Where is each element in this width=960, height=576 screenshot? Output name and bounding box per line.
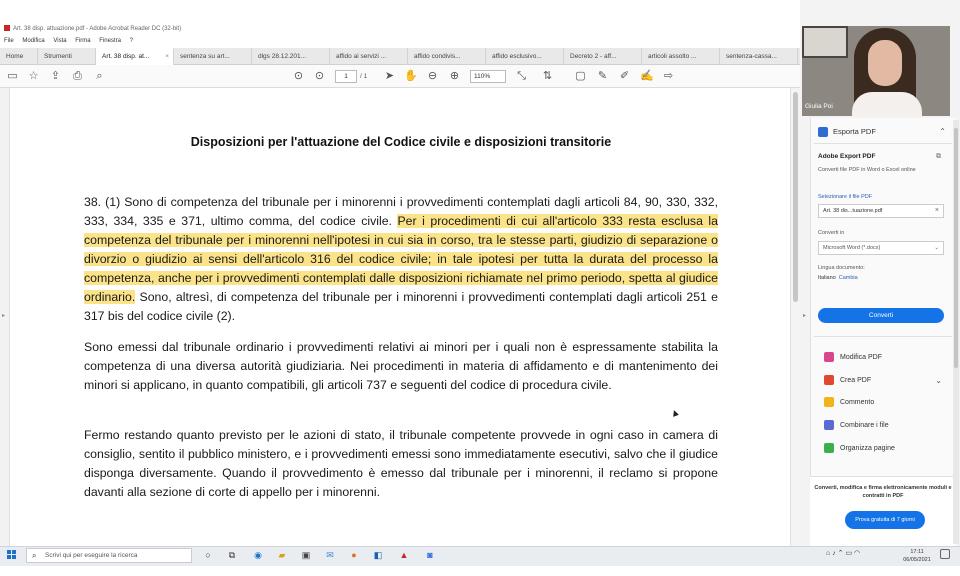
wifi-icon[interactable]: ◠ [854,550,861,557]
bottom-border [0,566,960,576]
chevron-down-icon[interactable]: ⌄ [935,376,942,385]
task-view-icon[interactable]: ⧉ [228,550,236,560]
tab-document[interactable] [408,48,486,65]
acrobat-icon[interactable]: ▲ [399,550,409,560]
outlook-icon[interactable]: ◧ [373,550,383,560]
edit-pdf-icon [824,352,834,362]
document-title: Disposizioni per l'attuazione del Codice civile e disposizioni transitorie [190,135,612,149]
tool-organize-pages[interactable] [824,443,944,455]
chevron-up-icon[interactable]: ⌃ [939,127,946,136]
page-number-input[interactable]: 1 [335,70,357,83]
zoom-out-icon[interactable]: ⊖ [427,70,438,82]
fit-icon[interactable]: ⤡ [517,70,526,82]
page-total: / 1 [360,73,368,80]
zoom-select[interactable]: 110% [470,70,506,83]
tab-label: affido condivis... [414,53,461,60]
file-explorer-icon[interactable]: ▰ [278,550,286,560]
highlighted-text: Per i procedimenti di cui all'articolo 333 resta esclusa la competenza del tribunale per i minorenni nell'ipotesi in cui sia in corso, tra le stesse parti, giudizio di separazione o divorzio o giudizio ai sensi dell'articolo 316 del codice civile; in tale ipotesi per tutta la durata del processo la competenza, anche per i provvedimenti contemplati dalle disposizioni richiamate nel primo periodo, spetta al giudice ordinario. [84,214,719,304]
tab-document[interactable] [486,48,564,65]
paragraph-3: Fermo restando quanto previsto per le azioni di stato, il tribunale competente provvede in ogni caso in camera di consiglio, sentito il pubblico ministero, e i provvedimenti emessi sono immediatamente esecutivi, salvo che il giudice disponga diversamente. Quando il provvedimento è emesso dal tribunale per i minorenni, il reclamo si propone davanti alla sezione di corte di appello per i minorenni. [84,428,718,499]
window-title: Art. 38 disp. attuazione.pdf - Adobe Acrobat Reader DC (32-bit) [13,26,182,32]
upload-icon[interactable]: ⇪ [50,70,61,82]
paragraph-1 [84,193,718,326]
zoom-app-icon[interactable]: ◙ [427,550,433,560]
tool-combine-files[interactable] [824,420,944,432]
hand-icon[interactable]: ✋ [404,70,418,82]
menu-window[interactable]: Finestra [99,38,121,44]
menu-help[interactable]: ? [129,38,133,44]
tool-edit-pdf[interactable] [824,352,944,364]
menu-file[interactable]: File [4,38,14,44]
tab-document[interactable] [642,48,720,65]
chevron-right-icon[interactable]: ▸ [2,313,6,319]
tab-document-active[interactable] [96,48,174,65]
document-language-value: Italiano [818,275,836,281]
document-scrollbar[interactable] [790,88,800,546]
participant-shirt [852,92,922,116]
tool-label: Combinare i file [840,422,889,429]
selected-file-name: Art. 38 dis...tuazione.pdf [823,208,883,214]
divider [814,143,952,144]
tool-label: Modifica PDF [840,354,883,361]
menu-sign[interactable]: Firma [75,38,91,44]
menu-bar [0,36,800,46]
taskbar-clock[interactable] [900,546,934,564]
participant-face [868,40,902,86]
tab-label: Decreto 2 - aff... [570,53,617,60]
start-tile [12,555,16,559]
close-icon[interactable]: × [165,53,169,60]
tab-home[interactable]: Home [0,48,38,65]
chevron-right-icon[interactable]: ▸ [803,313,807,319]
tools-pane-scrollbar[interactable] [953,120,959,544]
windows-start-icon[interactable] [7,550,17,560]
select-arrow-icon[interactable]: ➤ [384,70,395,82]
mouse-cursor-icon [671,409,679,417]
combine-files-icon [824,420,834,430]
system-tray [826,549,860,557]
convert-format-select[interactable] [818,241,944,255]
participant-name: Giulia Poi [805,103,833,110]
change-language-link[interactable]: Cambia [838,275,858,281]
menu-edit[interactable]: Modifica [22,38,45,44]
start-tile [12,550,16,554]
paragraph-2: Sono emessi dal tribunale ordinario i provvedimenti relativi ai minori per i quali non è espressamente stabilita la competenza di una diversa autorità giudiziaria. Nei procedimenti in materia di affidamento e di mantenimento dei minori si applicano, in quanto compatibili, gli articoli 737 e seguenti del codice di procedura civile. [84,340,718,392]
sign-icon[interactable]: ✍ [640,70,654,82]
notification-icon[interactable] [940,549,950,559]
adobe-export-description: Converti file PDF in Word o Excel online [818,167,916,173]
print-icon[interactable]: ⎙ [73,70,82,82]
export-pdf-icon [818,127,828,137]
share-icon[interactable]: ⇨ [663,70,674,82]
document-language [818,275,858,281]
mail-icon[interactable]: ✉ [326,550,334,560]
promo-text: Converti, modifica e firma elettronicamente moduli e contratti in PDF [814,485,952,499]
organize-pages-icon [824,443,834,453]
battery-icon[interactable]: ▭ [845,550,853,557]
tool-label: Organizza pagine [840,445,895,452]
convert-to-label: Converti in [818,230,845,236]
scrollbar-thumb[interactable] [793,92,798,302]
select-file-link[interactable]: Selezionare il file PDF [818,194,873,200]
toolbar [0,65,800,88]
tool-label: Crea PDF [840,377,872,384]
convert-format-value: Microsoft Word (*.docx) [823,245,881,251]
tab-document[interactable] [174,48,252,65]
tab-tools[interactable]: Strumenti [38,48,96,65]
start-tile [7,555,11,559]
free-trial-button[interactable]: Prova gratuita di 7 giorni [845,511,925,529]
window-titlebar [0,24,800,34]
search-icon: ⌕ [32,551,37,560]
create-pdf-icon [824,375,834,385]
tab-document[interactable] [720,48,798,65]
chevron-down-icon: ⌄ [934,245,939,251]
comment-icon [824,397,834,407]
volume-icon[interactable]: ♪ [832,550,836,557]
chevron-up-icon[interactable]: ⌃ [837,550,844,557]
scroll-icon[interactable]: ⇅ [542,70,553,82]
tab-bar [0,48,800,65]
tab-label: sentenza su art... [180,53,230,60]
menu-view[interactable]: Vista [53,38,67,44]
comment-icon[interactable]: ▢ [575,70,586,82]
save-icon[interactable]: ▭ [7,70,18,82]
video-call-overlay [802,26,950,116]
tab-document[interactable] [564,48,642,65]
star-icon[interactable]: ☆ [28,70,39,82]
clock-time: 17:11 [910,549,924,555]
clock-date: 06/05/2021 [903,557,931,563]
convert-button[interactable]: Converti [818,308,944,323]
tab-label: sentenza-cassa... [726,53,777,60]
cortana-icon[interactable]: ○ [205,550,211,560]
export-pdf-title: Esporta PDF [833,127,876,136]
export-pdf-header[interactable] [818,126,948,138]
network-icon[interactable]: ⌂ [826,550,831,557]
store-icon[interactable]: ▣ [301,550,311,560]
firefox-icon[interactable]: ● [351,550,357,560]
tool-create-pdf[interactable] [824,375,944,387]
tab-label: articoli assolto ... [648,53,697,60]
video-wall-picture [802,26,848,58]
zoom-in-icon[interactable]: ⊕ [449,70,460,82]
close-icon[interactable]: × [934,207,939,214]
search-placeholder: Scrivi qui per eseguire la ricerca [45,552,138,559]
window-top [0,0,800,24]
tab-label: dlgs 28.12.201... [258,53,307,60]
divider [814,336,952,337]
pdf-page [12,88,790,546]
search-icon[interactable]: ⌕ [96,70,103,82]
tab-label: affido esclusivo... [492,53,542,60]
acrobat-app-icon [4,25,10,31]
start-tile [7,550,11,554]
copy-icon[interactable]: ⧉ [936,153,941,160]
adobe-export-title: Adobe Export PDF [818,153,876,160]
tab-label: affido ai servizi ... [336,53,387,60]
scrollbar-thumb[interactable] [954,128,958,368]
edge-icon[interactable]: ◉ [254,550,262,560]
tab-label: Art. 38 disp. at... [102,53,150,60]
tool-comment[interactable] [824,397,944,409]
tab-document[interactable] [252,48,330,65]
tab-document[interactable] [330,48,408,65]
taskbar-search[interactable] [26,548,192,563]
tool-label: Commento [840,399,875,406]
paragraph-text: Sono, altresì, di competenza del tribunale per i minorenni i provvedimenti contemplati dagli articoli 251 e 317 bis del codice civile (2). [84,290,718,323]
page-up-icon[interactable]: ⊙ [293,70,304,82]
page-down-icon[interactable]: ⊙ [314,70,325,82]
pen-icon[interactable]: ✐ [619,70,630,82]
document-language-label: Lingua documento: [818,265,865,271]
selected-file [818,204,944,218]
highlight-icon[interactable]: ✎ [597,70,608,82]
paragraph-text: 38. (1) Sono di competenza del tribunale per i minorenni i provvedimenti contemplati dagli articoli 84, 90, 330, 332, 333, 334, 335 e 371, ultimo comma, del codice civile. [84,195,718,228]
